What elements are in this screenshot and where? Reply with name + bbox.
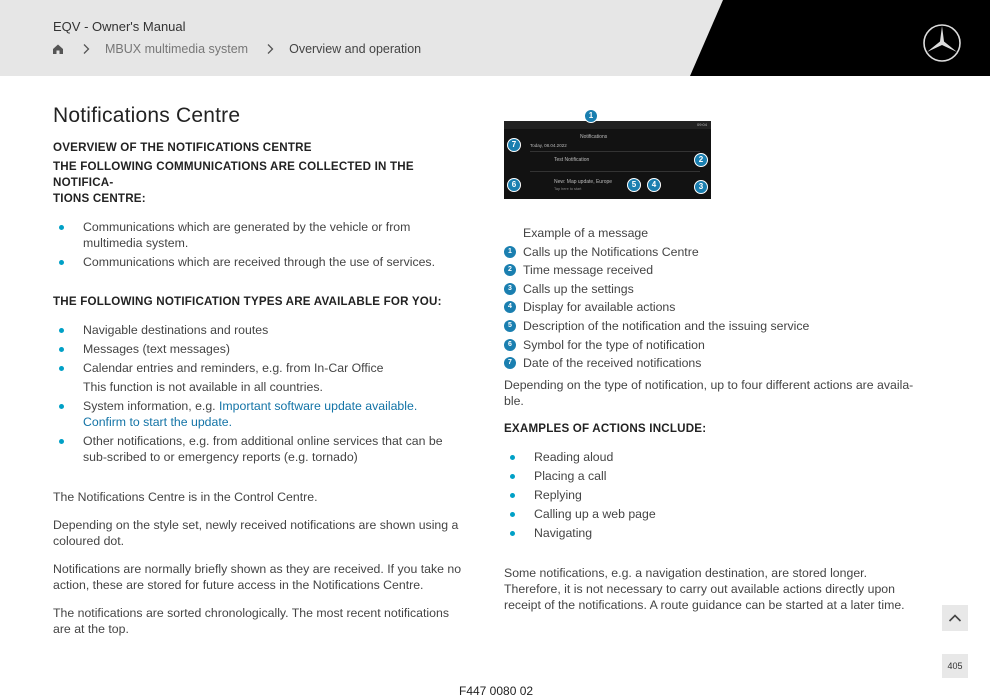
page-number: 405 <box>942 654 968 678</box>
chevron-right-icon <box>264 43 276 55</box>
breadcrumb-item-mbux[interactable]: MBUX multimedia system <box>105 42 249 56</box>
list-item: Calling up a web page <box>504 506 914 522</box>
screen-divider <box>530 151 700 152</box>
caption-text: Calls up the settings <box>523 281 634 296</box>
list-item: Messages (text messages) <box>53 341 463 357</box>
types-heading: THE FOLLOWING NOTIFICATION TYPES ARE AVAILABLE FOR YOU: <box>53 295 442 308</box>
collected-list <box>53 219 463 270</box>
list-item: Reading aloud <box>504 449 914 465</box>
caption-text: Description of the notification and the issuing service <box>523 318 810 333</box>
caption-item <box>504 318 914 334</box>
callout-6: 6 <box>507 178 521 192</box>
callout-2: 2 <box>694 153 708 167</box>
examples-heading: EXAMPLES OF ACTIONS INCLUDE: <box>504 422 707 436</box>
caption-item <box>504 337 914 353</box>
caption-text: Time message received <box>523 263 654 278</box>
list-item: Communications which are received through the use of services. <box>53 254 463 270</box>
software-update-link[interactable]: Important software update available. Confirm to start the update. <box>83 399 418 429</box>
callout-number-icon: 1 <box>504 246 516 258</box>
list-item <box>53 360 463 395</box>
page-header <box>0 0 990 76</box>
caption-text: Date of the received notifications <box>523 356 702 371</box>
caption-text: Calls up the Notifications Centre <box>523 244 699 259</box>
caption-item <box>504 262 914 278</box>
right-column <box>504 112 914 613</box>
left-column <box>53 104 463 637</box>
chevron-right-icon <box>80 43 92 55</box>
callout-3: 3 <box>694 180 708 194</box>
list-item <box>53 398 463 430</box>
collected-heading-line1: THE FOLLOWING COMMUNICATIONS ARE COLLECTED IN THE NOTIFICA- <box>53 160 414 189</box>
page-title: Notifications Centre <box>53 104 241 127</box>
doc-title: EQV - Owner's Manual <box>53 19 186 34</box>
callout-number-icon: 6 <box>504 339 516 351</box>
breadcrumb-item-current: Overview and operation <box>289 42 422 56</box>
list-item: Placing a call <box>504 468 914 484</box>
caption-list <box>504 225 914 371</box>
breadcrumb <box>52 42 421 56</box>
screen-date: Today, 08.04.2022 <box>530 143 567 148</box>
screen-item1: Test Notification <box>554 157 590 163</box>
list-item: Other notifications, e.g. from additional online services that can be sub-scribed to or emergency reports (e.g. tornado) <box>53 433 463 465</box>
caption-item <box>504 299 914 315</box>
scroll-to-top-button[interactable] <box>942 605 968 631</box>
callout-5: 5 <box>627 178 641 192</box>
caption-text: Symbol for the type of notification <box>523 337 705 352</box>
caption-text: Display for available actions <box>523 300 676 315</box>
screen-top-bar <box>504 121 711 129</box>
caption-item <box>504 281 914 297</box>
footer-code: F447 0080 02 <box>459 684 534 698</box>
screen-item2: New: Map update, Europe <box>554 179 613 185</box>
list-item: Navigating <box>504 525 914 541</box>
chevron-up-icon <box>947 610 963 626</box>
types-list <box>53 322 463 465</box>
list-item: Communications which are generated by the vehicle or from multimedia system. <box>53 219 463 251</box>
callout-7: 7 <box>507 138 521 152</box>
screen-time: 09:04 <box>697 122 708 127</box>
paragraph: Notifications are normally briefly shown as they are received. If you take no action, these are stored for future access in the Notifications Centre. <box>53 562 462 592</box>
overview-heading: OVERVIEW OF THE NOTIFICATIONS CENTRE <box>53 141 312 154</box>
examples-list <box>504 449 914 541</box>
callout-number-icon: 5 <box>504 320 516 332</box>
callout-number-icon: 4 <box>504 301 516 313</box>
caption-item <box>504 355 914 371</box>
home-icon[interactable] <box>52 43 64 55</box>
stored-paragraph: Some notifications, e.g. a navigation destination, are stored longer. Therefore, it is not necessary to carry out available actions directly upon receipt of the notifications. A route guidance can be started at a later time. <box>504 566 905 613</box>
callout-1: 1 <box>584 109 598 123</box>
caption-item <box>504 244 914 260</box>
mercedes-star-logo <box>922 23 962 63</box>
types-note: This function is not available in all countries. <box>83 380 323 394</box>
list-item: Navigable destinations and routes <box>53 322 463 338</box>
list-item: Replying <box>504 487 914 503</box>
system-info-prefix: System information, e.g. <box>83 399 220 413</box>
paragraph: The notifications are sorted chronologically. The most recent notifications are at the top. <box>53 606 449 636</box>
callout-number-icon: 3 <box>504 283 516 295</box>
callout-number-icon: 7 <box>504 357 516 369</box>
screen-divider <box>530 171 700 172</box>
screen-header-label: Notifications <box>580 134 608 140</box>
callout-number-icon: 2 <box>504 264 516 276</box>
callout-4: 4 <box>647 178 661 192</box>
collected-heading-line2: TIONS CENTRE: <box>53 192 146 205</box>
paragraph: Depending on the style set, newly received notifications are shown using a coloured dot. <box>53 518 459 548</box>
screen-item2-sub: Tap here to start <box>554 187 582 191</box>
notification-screen-image <box>504 111 711 199</box>
actions-paragraph: Depending on the type of notification, up to four different actions are availa-ble. <box>504 378 914 409</box>
paragraph: The Notifications Centre is in the Control Centre. <box>53 490 318 504</box>
list-item-text: Calendar entries and reminders, e.g. from In-Car Office <box>83 361 384 375</box>
caption-title: Example of a message <box>523 226 649 240</box>
collected-heading <box>53 159 463 207</box>
